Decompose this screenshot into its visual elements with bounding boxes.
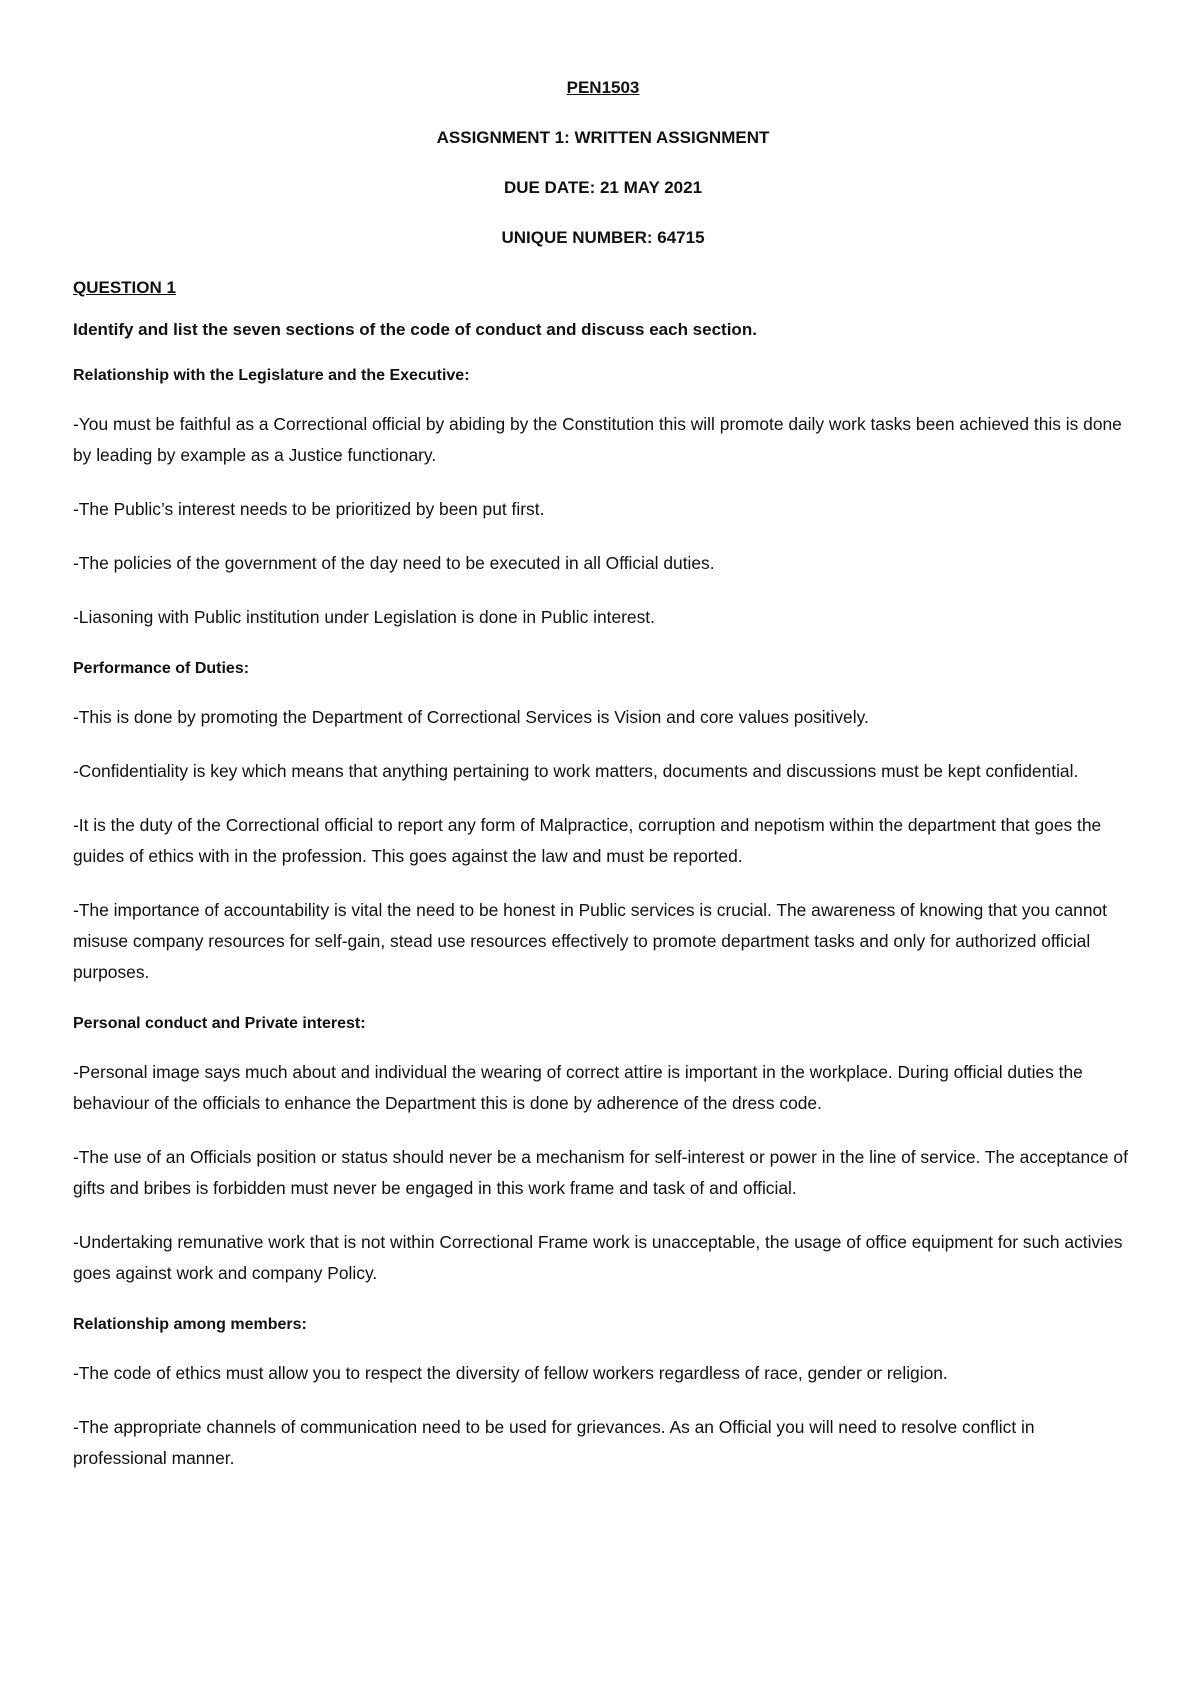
paragraph: -The use of an Officials position or status should never be a mechanism for self-interest or power in the line of service. The acceptance of gifts and bribes is forbidden must never be engaged in this work frame and task of and official. <box>73 1147 1128 1198</box>
question-title: QUESTION 1 <box>73 278 176 297</box>
paragraph: -The importance of accountability is vital the need to be honest in Public services is crucial. The awareness of knowing that you cannot misuse company resources for self-gain, stead use resources effectively to promote department tasks and only for authorized official purposes. <box>73 900 1108 982</box>
paragraph: -Personal image says much about and individual the wearing of correct attire is important in the workplace. During official duties the behaviour of the officials to enhance the Department this is done by adherence of the dress code. <box>73 1062 1083 1113</box>
paragraph: -The appropriate channels of communication need to be used for grievances. As an Official you will need to resolve conflict in professional manner. <box>73 1417 1035 1468</box>
assignment-title: ASSIGNMENT 1: WRITTEN ASSIGNMENT <box>436 128 770 147</box>
paragraph: -Liasoning with Public institution under Legislation is done in Public interest. <box>73 607 655 627</box>
course-code: PEN1503 <box>566 78 640 97</box>
document-page <box>73 70 1133 1474</box>
section-heading: Personal conduct and Private interest: <box>73 1015 366 1032</box>
paragraph: -The code of ethics must allow you to respect the diversity of fellow workers regardless of race, gender or religion. <box>73 1363 948 1383</box>
paragraph: -Confidentiality is key which means that anything pertaining to work matters, documents and discussions must be kept confidential. <box>73 761 1079 781</box>
paragraph: -Undertaking remunative work that is not within Correctional Frame work is unacceptable, the usage of office equipment for such activies goes against work and company Policy. <box>73 1232 1123 1283</box>
paragraph: -The policies of the government of the day need to be executed in all Official duties. <box>73 553 715 573</box>
question-prompt: Identify and list the seven sections of the code of conduct and discuss each section. <box>73 320 757 339</box>
section-heading: Relationship among members: <box>73 1316 307 1333</box>
paragraph: -It is the duty of the Correctional official to report any form of Malpractice, corruption and nepotism within the department that goes the guides of ethics with in the profession. This goes against the law and must be reported. <box>73 815 1102 866</box>
section-heading: Relationship with the Legislature and the Executive: <box>73 367 470 384</box>
paragraph: -You must be faithful as a Correctional official by abiding by the Constitution this will promote daily work tasks been achieved this is done by leading by example as a Justice functionary. <box>73 414 1122 465</box>
paragraph: -The Public’s interest needs to be prioritized by been put first. <box>73 499 545 519</box>
due-date: DUE DATE: 21 MAY 2021 <box>503 178 703 197</box>
unique-number: UNIQUE NUMBER: 64715 <box>501 228 705 247</box>
section-heading: Performance of Duties: <box>73 660 250 677</box>
paragraph: -This is done by promoting the Department of Correctional Services is Vision and core values positively. <box>73 707 869 727</box>
